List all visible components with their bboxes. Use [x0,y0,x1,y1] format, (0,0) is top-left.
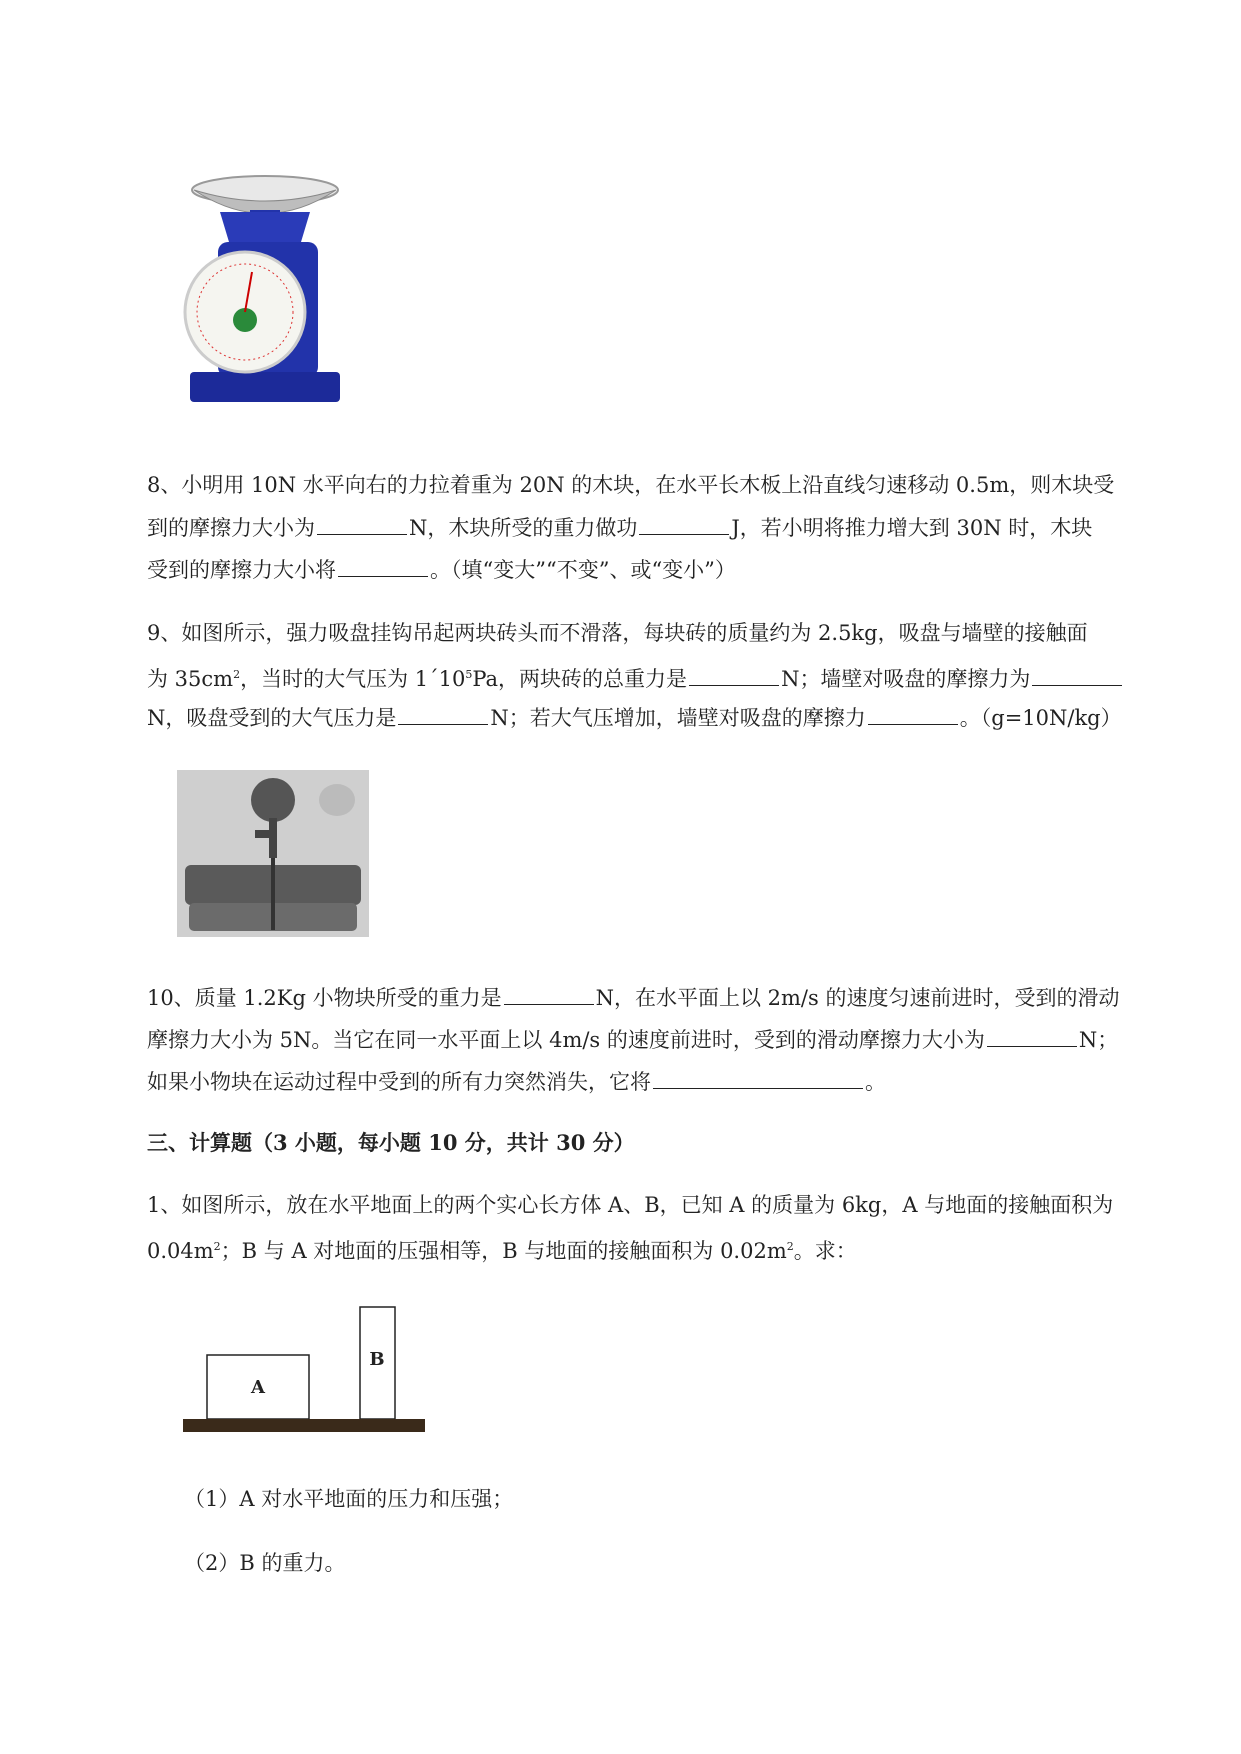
q9-line-2 [147,660,1124,694]
q8-text: N，木块所受的重力做功 [409,516,638,540]
q9-text: 。（g=10N/kg） [959,706,1122,730]
q10-line-3 [147,1066,886,1097]
c1-text: ；B 与 A 对地面的压强相等，B 与地面的接触面积为 0.02m [220,1239,787,1263]
superscript: 2 [233,668,241,681]
superscript: 2 [786,1240,794,1253]
answer-blank[interactable] [653,1066,863,1089]
blocks-diagram [180,1305,430,1440]
q10-text: 摩擦力大小为 5N。当它在同一水平面上以 4m/s 的速度前进时，受到的滑动摩擦力大小为 [147,1028,985,1052]
q9-text: N，吸盘受到的大气压力是 [147,706,397,730]
section-3-heading: 三、计算题（3 小题，每小题 10 分，共计 30 分） [147,1130,635,1155]
q8-line-2 [147,512,1092,543]
q10-text: 如果小物块在运动过程中受到的所有力突然消失，它将 [147,1070,651,1094]
q9-text: N；若大气压增加，墙壁对吸盘的摩擦力 [490,706,866,730]
answer-blank[interactable] [338,554,428,577]
answer-blank[interactable] [689,663,779,686]
c1-text: 0.04m [147,1239,214,1263]
c1-line-2 [147,1232,857,1266]
q10-text: 。 [865,1070,886,1094]
answer-blank[interactable] [987,1024,1077,1047]
q8-text: 受到的摩擦力大小将 [147,558,336,582]
ground [183,1419,425,1432]
superscript: 5 [465,668,473,681]
q8-line-1: 8、小明用 10N 水平向右的力拉着重为 20N 的木块，在水平长木板上沿直线匀速移动 0.5m，则木块受 [147,473,1115,497]
q9-text: Pa，两块砖的总重力是 [472,667,688,691]
q10-line-2 [147,1024,1118,1055]
q10-text: N，在水平面上以 2m/s 的速度匀速前进时，受到的滑动 [595,986,1120,1010]
q8-text: 到的摩擦力大小为 [147,516,315,540]
q8-text: 。（填“变大”“不变”、或“变小”） [430,558,736,582]
c1-text: 。求： [793,1239,857,1263]
kitchen-scale-image [180,172,340,412]
answer-blank[interactable] [868,702,958,725]
c1-line-1: 1、如图所示，放在水平地面上的两个实心长方体 A、B，已知 A 的质量为 6kg，A 与地面的接触面积为 [147,1193,1114,1217]
q10-text: 10、质量 1.2Kg 小物块所受的重力是 [147,986,502,1010]
suction-hook-bricks-image [177,770,369,937]
answer-blank[interactable] [639,512,729,535]
label-b: B [369,1349,385,1370]
q8-text: J，若小明将推力增大到 30N 时，木块 [731,516,1093,540]
c1-sub-2: （2）B 的重力。 [184,1551,346,1575]
q8-line-3 [147,554,736,585]
answer-blank[interactable] [317,512,407,535]
answer-blank[interactable] [398,702,488,725]
q10-line-1 [147,982,1119,1013]
q9-text: ，当时的大气压为 1´10 [240,667,466,691]
answer-blank[interactable] [1032,663,1122,686]
q9-line-3 [147,702,1122,733]
q9-text: 为 35cm [147,667,234,691]
label-a: A [251,1377,265,1398]
superscript: 2 [213,1240,221,1253]
answer-blank[interactable] [504,982,594,1005]
q10-text: N； [1078,1028,1119,1052]
c1-sub-1: （1）A 对水平地面的压力和压强； [184,1487,514,1511]
q9-line-1: 9、如图所示，强力吸盘挂钩吊起两块砖头而不滑落，每块砖的质量约为 2.5kg，吸盘与墙壁的接触面 [147,621,1088,645]
q9-text: N；墙壁对吸盘的摩擦力为 [781,667,1031,691]
